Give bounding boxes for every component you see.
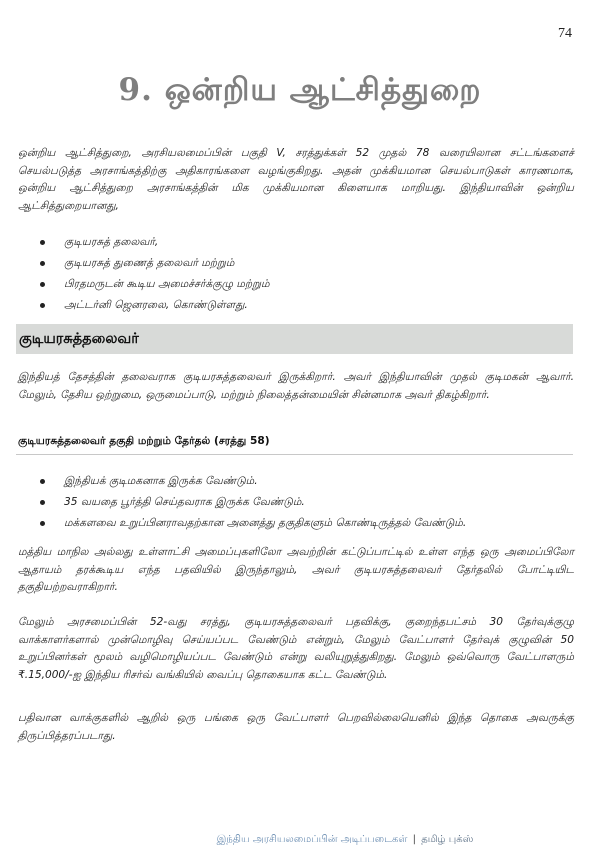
bullet-icon (40, 479, 45, 484)
footer-separator: | (412, 834, 417, 845)
footer-publisher: தமிழ் புக்ஸ் (421, 834, 474, 845)
bullet-icon (40, 240, 45, 245)
bullet-icon (40, 521, 45, 526)
bullet-icon (40, 500, 45, 505)
section-paragraph: இந்தியத் தேசத்தின் தலைவராக குடியரசுத்தலைவர் இருக்கிறார். அவர் இந்தியாவின் முதல் குடிமகன் ஆவார். மேலும், தேசிய ஒற்றுமை, ஒருமைப்பாடு, மற்றும் நிலைத்தன்மையின் சின்னமாக அவர் திகழ்கிறார். (18, 371, 574, 401)
list-item (38, 295, 558, 316)
list-item-text: பிரதமருடன் கூடிய அமைச்சர்க்குழு மற்றும் (64, 278, 270, 290)
page-footer (0, 834, 600, 846)
deposit-forfeit-paragraph: பதிவான வாக்குகளில் ஆறில் ஒரு பங்கை ஒரு வேட்பாளர் பெறவில்லையெனில் இந்த தொகை அவருக்கு திருப்பித்தரப்படாது. (18, 712, 574, 742)
list-item (38, 513, 558, 534)
list-item-text: குடியரசுத் துணைத் தலைவர் மற்றும் (64, 257, 235, 269)
bullet-icon (40, 303, 45, 308)
list-item-text: அட்டர்னி ஜெனரலை, கொண்டுள்ளது. (64, 299, 248, 311)
nomination-paragraph: மேலும் அரசமைப்பின் 52-வது சரத்து, குடியரசுத்தலைவர் பதவிக்கு, குறைந்தபட்சம் 30 தேர்வுக்குழு வாக்காளர்களால் முன்மொழிவு செய்யப்பட வேண்டும் என்றும், மேலும் வேட்பாளர் தேர்வுக் குழுவின் 50 உறுப்பினர்கள் மூலம் வழிமொழியப்பட வேண்டும் என்று வலியுறுத்துகிறது. மேலும் ஒவ்வொரு வேட்பாளரும் ₹.15,000/-ஐ இந்திய ரிசர்வ் வங்கியில் வைப்பு தொகையாக கட்ட வேண்டும். (18, 616, 574, 681)
list-item (38, 253, 558, 274)
list-item-text: குடியரசுத் தலைவர், (64, 236, 159, 248)
bullet-icon (40, 282, 45, 287)
section-heading-bar (16, 324, 573, 354)
list-item (38, 492, 558, 513)
list-item-text: 35 வயதை பூர்த்தி செய்தவராக இருக்க வேண்டும். (64, 496, 305, 508)
subsection-heading-block (16, 435, 573, 455)
intro-paragraph: ஒன்றிய ஆட்சித்துறை, அரசியலமைப்பின் பகுதி V, சரத்துக்கள் 52 முதல் 78 வரையிலான சட்டங்களைச் செயல்படுத்த அரசாங்கத்திற்கு அதிகாரங்களை வழங்குகிறது. அதன் முக்கியமான செயல்பாடுகள் காரணமாக, ஒன்றிய ஆட்சித்துறை அரசாங்கத்தின் மிக முக்கியமான கிளையாக மாறியது. இந்தியாவின் ஒன்றிய ஆட்சித்துறையானது, (18, 147, 574, 212)
list-item (38, 232, 558, 253)
chapter-title: 9. ஒன்றிய ஆட்சித்துறை (118, 72, 482, 108)
subsection-heading: குடியரசுத்தலைவர் தகுதி மற்றும் தேர்தல் (சரத்து 58) (18, 435, 270, 447)
page-number: 74 (558, 26, 572, 41)
eligibility-bullet-list (38, 471, 558, 534)
list-item-text: இந்தியக் குடிமகனாக இருக்க வேண்டும். (64, 475, 258, 487)
list-item (38, 274, 558, 295)
list-item-text: மக்களவை உறுப்பினராவதற்கான அனைத்து தகுதிகளும் கொண்டிருத்தல் வேண்டும். (64, 517, 467, 529)
section-heading: குடியரசுத்தலைவர் (19, 331, 139, 347)
footer-book-title: இந்திய அரசியலமைப்பின் அடிப்படைகள் (216, 834, 408, 845)
list-item (38, 471, 558, 492)
ineligibility-paragraph: மத்திய மாநில அல்லது உள்ளாட்சி அமைப்புகளிலோ அவற்றின் கட்டுப்பாட்டில் உள்ள எந்த ஒரு அமைப்பிலோ ஆதாயம் தரக்கூடிய எந்த பதவியில் இருந்தாலும், அவர் குடியரசுத்தலைவர் தேர்தலில் போட்டியிட தகுதியற்றவராகிறார். (18, 546, 574, 593)
bullet-icon (40, 261, 45, 266)
intro-bullet-list (38, 232, 558, 316)
